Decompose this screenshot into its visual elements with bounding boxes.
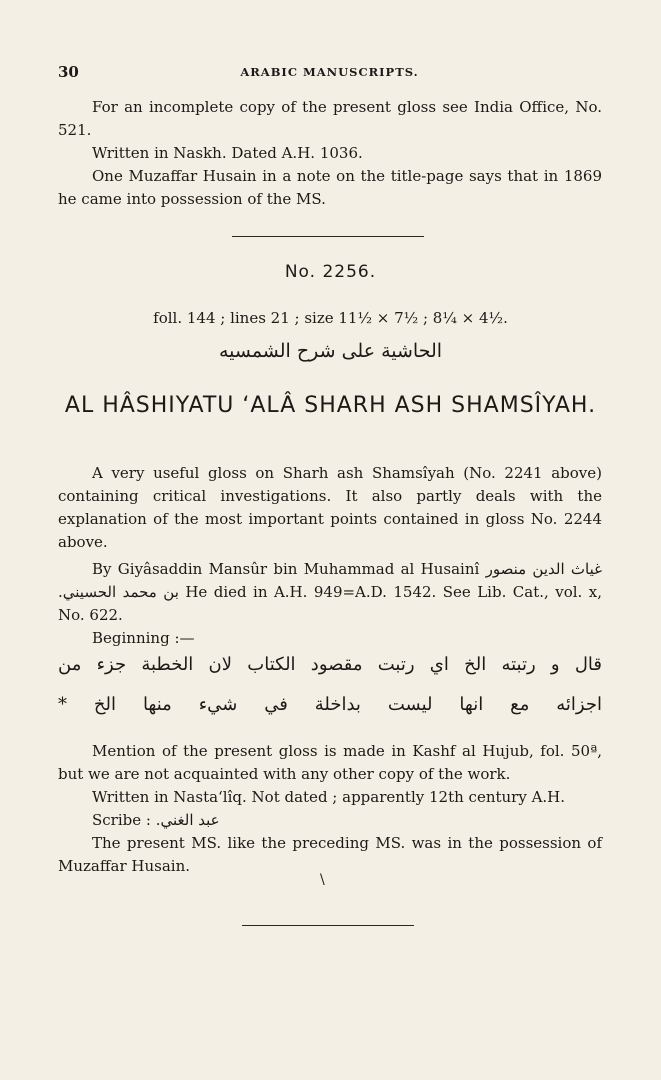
note-incomplete-copy: For an incomplete copy of the present gloss see India Office, No. 521.: [58, 98, 602, 139]
scribe-label: Scribe :: [92, 811, 151, 829]
author-arabic: غياث الدين منصور بن محمد الحسيني.: [58, 560, 602, 601]
arabic-incipit-line-2: اجزائه مع انها ليست بداخلة في شيء منها الخ *: [58, 694, 602, 715]
folio-info: foll. 144 ; lines 21 ; size 11½ × 7½ ; 8¼ × 4½.: [153, 309, 508, 327]
entry-author: [58, 558, 602, 627]
entry-description: A very useful gloss on Sharh ash Shamsîyah (No. 2241 above) containing critical investigations. It also partly deals with the explanation of the most important points contained in gloss No. 2244 above.: [58, 464, 602, 551]
stray-mark: \: [320, 872, 325, 888]
page-header: [58, 63, 601, 83]
written-note: Written in Nasta‘lîq. Not dated ; apparently 12th century A.H.: [92, 788, 566, 806]
running-head: ARABIC MANUSCRIPTS.: [240, 65, 419, 79]
page-number: 30: [58, 63, 79, 81]
entry-body: [58, 462, 602, 650]
scribe-arabic: عبد الغني.: [155, 811, 220, 829]
section-divider-top: [232, 236, 424, 237]
arabic-incipit-line-1: قال و رتبته الخ اي رتبت مقصود الكتاب لان الخطبة جزء من: [58, 654, 602, 675]
beginning-label: Beginning :—: [92, 629, 195, 647]
entry-title: AL HÂSHIYATU ‘ALÂ SHARH ASH SHAMSÎYAH.: [64, 393, 597, 418]
note-possession: One Muzaffar Husain in a note on the title-page says that in 1869 he came into possession of the MS.: [58, 167, 602, 208]
previous-entry-notes: [58, 96, 602, 211]
scribe-note: [58, 809, 602, 832]
entry-notes: [58, 740, 602, 878]
section-divider-bottom: [242, 925, 414, 926]
note-written: Written in Naskh. Dated A.H. 1036.: [92, 144, 363, 162]
possession-note: The present MS. like the preceding MS. was in the possession of Muzaffar Husain.: [58, 834, 602, 875]
mention-note: Mention of the present gloss is made in Kashf al Hujub, fol. 50ª, but we are not acquainted with any other copy of the work.: [58, 742, 602, 783]
arabic-title: الحاشية على شرح الشمسيه: [218, 340, 443, 362]
entry-number: No. 2256.: [284, 262, 377, 282]
author-name: By Giyâsaddin Mansûr bin Muhammad al Husainî: [92, 560, 480, 578]
author-death: He died in A.H. 949=A.D. 1542. See Lib. Cat., vol. x, No. 622.: [58, 583, 602, 624]
